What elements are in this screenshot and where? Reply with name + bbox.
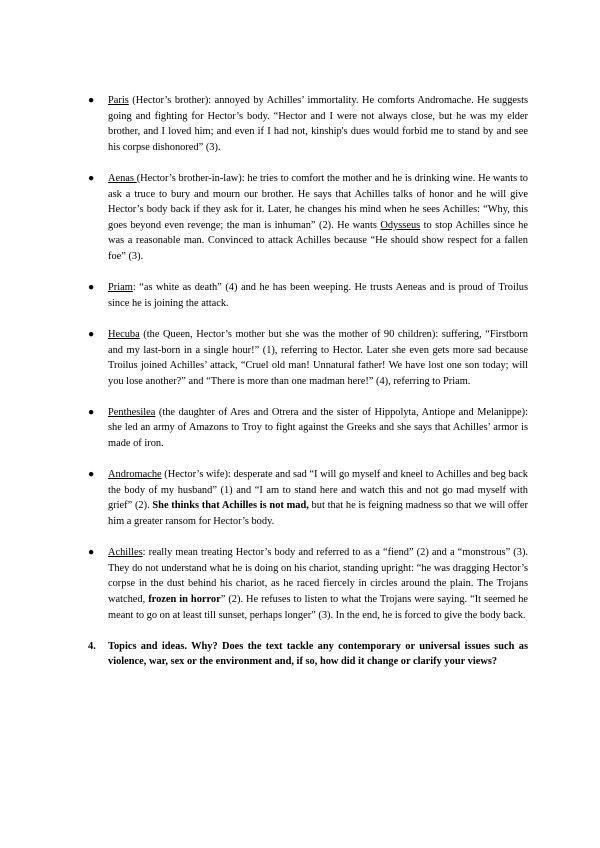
character-description-cont: but that he is feigning madness so that we will offer him a greater ransom for Hector’s body. — [108, 500, 528, 528]
character-description: (the Queen, Hector’s mother but she was the mother of 90 children): suffering, “Firstborn and my last-born in a single hour!” (1), referring to Hector. Later she even gets more sad because Troilus joined Achilles’ attack, “Cruel old man! Unnatural father! We have lost one son today; will you lose another?” and “There is more than one madman here!” (4), referring to Priam. — [108, 328, 528, 387]
character-list — [88, 93, 528, 623]
question-number: 4. — [88, 640, 96, 652]
bold-emphasis: frozen in horror — [148, 594, 221, 605]
character-description: (Hector’s brother): annoyed by Achilles’ immortality. He comforts Andromache. He suggests going and fighting for Hector’s body. “Hector and I were not always close, but he was my elder brother, and I loved him; and even if I had not, kinship's dues would forbid me to stand by and see his corpse dishonored” (3). — [108, 95, 528, 153]
question-heading — [88, 639, 528, 670]
document-body — [88, 93, 528, 670]
question-text: Topics and ideas. Why? Does the text tackle any contemporary or universal issues such as violence, war, sex or the environment and, if so, how did it change or clarify your views? — [108, 640, 528, 668]
list-item-hecuba — [88, 327, 528, 389]
character-description-cont: to stop Achilles since he was a reasonable man. Convinced to attack Achilles because “He should show respect for a fallen foe” (3). — [108, 219, 528, 262]
character-name: Achilles — [108, 547, 143, 559]
character-name: Priam — [108, 282, 133, 294]
bullet-icon: ● — [88, 406, 95, 418]
bullet-icon: ● — [88, 328, 95, 340]
list-item-achilles — [88, 545, 528, 623]
list-item-aenas — [88, 171, 528, 265]
odysseus-reference: Odysseus — [380, 219, 421, 231]
bullet-icon: ● — [88, 547, 95, 559]
bold-emphasis: She thinks that Achilles is not mad, — [152, 500, 309, 512]
character-description: (Hector’s wife): desperate and sad “I will go myself and kneel to Achilles and beg back the body of my husband” (1) and “I am to stand here and watch this and not go mad myself with grief” (2). — [108, 469, 528, 512]
character-name: Aenas — [108, 172, 137, 184]
character-description-cont: ” (2). He refuses to listen to what the Trojans were saying. “It seemed he meant to go on at least till sunset, perhaps longer” (3). In the end, he is forced to give the body back. — [108, 594, 529, 621]
list-item-penthesilea — [88, 405, 528, 452]
character-description: : “as white as death” (4) and he has been weeping. He trusts Aeneas and is proud of Troilus since he is joining the attack. — [108, 282, 528, 309]
list-item-priam — [88, 280, 528, 311]
list-item-andromache — [88, 467, 528, 529]
list-item-paris — [88, 93, 528, 155]
character-name: Paris — [108, 95, 129, 106]
character-description: (the daughter of Ares and Otrera and the sister of Hippolyta, Antiope and Melanippe): she led an army of Amazons to Troy to fight against the Greeks and she says that Achilles’ armor is made of iron. — [108, 406, 528, 450]
character-name: Hecuba — [108, 328, 140, 340]
bullet-icon: ● — [88, 469, 95, 481]
bullet-icon: ● — [88, 172, 95, 184]
character-name: Penthesilea — [108, 406, 156, 418]
bullet-icon: ● — [88, 95, 95, 106]
character-description: (Hector’s brother-in-law): he tries to comfort the mother and he is drinking wine. He wants to ask a truce to bury and mourn our brother. He says that Achilles talks of honor and he will give Hector’s body back if they ask for it. Later, he changes his mind when he sees Achilles: “Why, this goes beyond even revenge; the man is inhuman” (2). He wants — [108, 172, 528, 231]
bullet-icon: ● — [88, 282, 95, 294]
character-description: : really mean treating Hector’s body and referred to as a “fiend” (2) and a “monstrous” (3). They do not understand what he is doing on his chariot, standing upright: “he was dragging Hector’s corpse in the dust behind his chariot, as he raced fiercely in circles around the plain. The Trojans watched, — [108, 547, 528, 605]
character-name: Andromache — [108, 469, 162, 481]
